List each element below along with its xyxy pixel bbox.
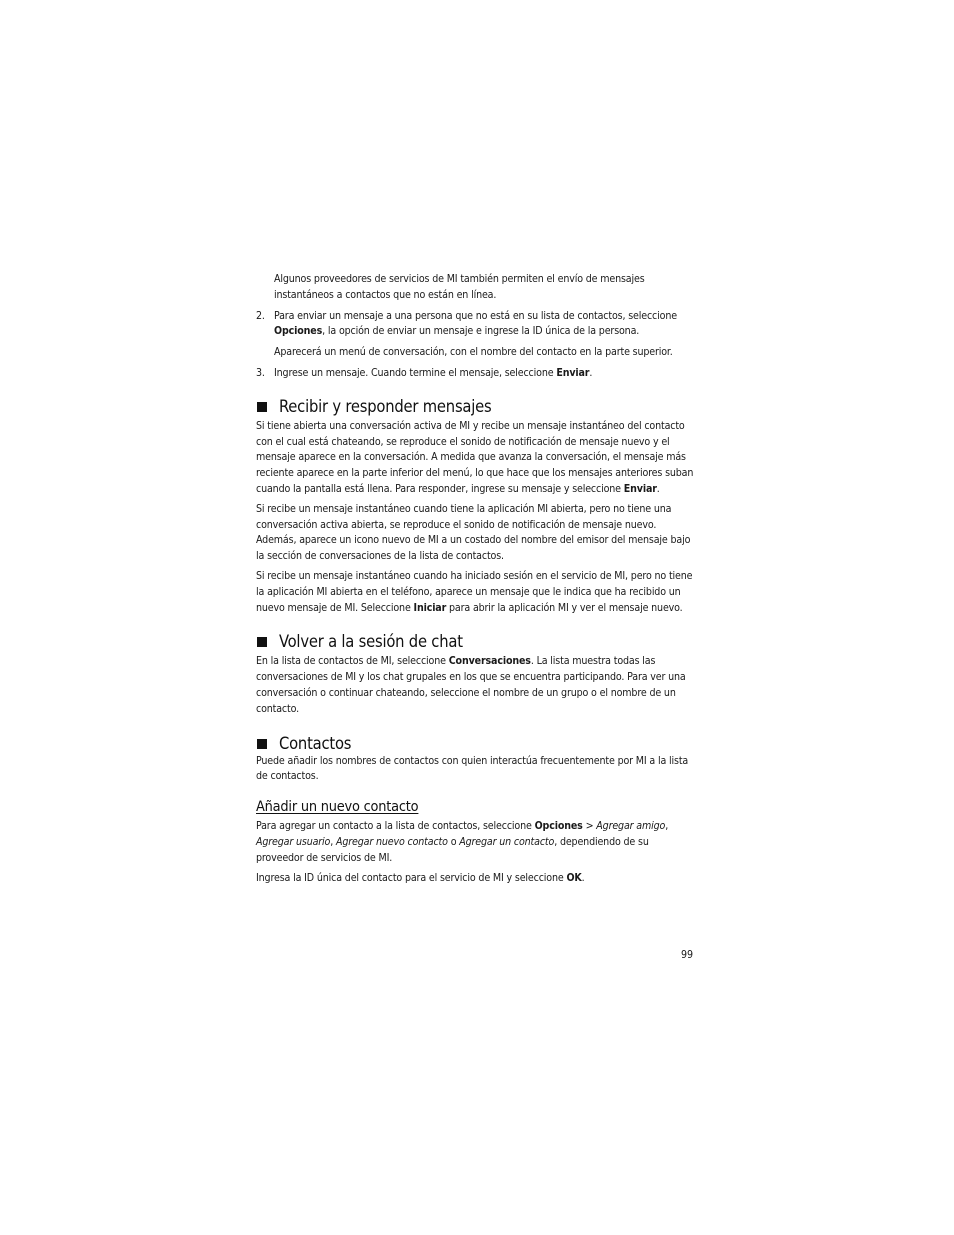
- square-bullet-icon: [257, 637, 267, 647]
- step-text-end: .: [589, 366, 593, 379]
- page-number: 99: [681, 949, 694, 961]
- step-number: 3.: [256, 366, 265, 379]
- step-option-label: Enviar: [556, 366, 590, 379]
- intro-paragraph: Algunos proveedores de servicios de MI también permiten el envío de mensajes instantáneos a contactos que no están en línea.: [274, 273, 645, 301]
- square-bullet-icon: [257, 402, 267, 412]
- add-contact-paragraph-1: Para agregar un contacto a la lista de contactos, seleccione Opciones > Agregar amigo, Agregar usuario, Agregar nuevo contacto o Agregar un contacto, dependiendo de su proveedor de servicios de MI.: [256, 820, 669, 864]
- section-heading-contacts: Contactos: [256, 734, 698, 754]
- receive-paragraph-3: Si recibe un mensaje instantáneo cuando ha iniciado sesión en el servicio de MI, pero no tiene la aplicación MI abierta en el teléfono, aparece un mensaje que le indica que ha recibido un nuevo mensaje de MI. Seleccione Iniciar para abrir la aplicación MI y ver el mensaje nuevo.: [256, 569, 693, 614]
- receive-paragraph-2: Si recibe un mensaje instantáneo cuando tiene la aplicación MI abierta, pero no tiene una conversación activa abierta, se reproduce el sonido de notificación de mensaje nuevo. Además, aparece un icono nuevo de MI a un costado del nombre del emisor del mensaje bajo la sección de conversaciones de la lista de contactos.: [256, 502, 691, 563]
- section-heading-return: Volver a la sesión de chat: [256, 632, 698, 652]
- receive-paragraph-1: Si tiene abierta una conversación activa de MI y recibe un mensaje instantáneo del contacto con el cual está chateando, se reproduce el sonido de notificación de mensaje nuevo y el mensaje aparece en la conversación. A medida que avanza la conversación, el mensaje más reciente aparece en la parte inferior del menú, lo que hace que los mensajes anteriores suban cuando la pantalla está llena. Para responder, ingrese su mensaje y seleccione Enviar.: [256, 419, 694, 495]
- step-text: Para enviar un mensaje a una persona que no está en su lista de contactos, seleccione: [274, 309, 677, 322]
- step-text-end: , la opción de enviar un mensaje e ingrese la ID única de la persona.: [322, 325, 640, 338]
- subsection-heading-add-contact: Añadir un nuevo contacto: [256, 799, 419, 816]
- step-2: [256, 309, 698, 341]
- step-2-note: Aparecerá un menú de conversación, con el nombre del contacto en la parte superior.: [274, 346, 673, 359]
- step-number: 2.: [256, 309, 265, 322]
- section-heading-receive: Recibir y responder mensajes: [256, 397, 698, 417]
- step-3: [256, 366, 698, 382]
- page-content: [256, 272, 698, 886]
- return-paragraph: En la lista de contactos de MI, seleccione Conversaciones. La lista muestra todas las conversaciones de MI y los chat grupales en los que se encuentra participando. Para ver una conversación o continuar chateando, seleccione el nombre de un grupo o el nombre de un contacto.: [256, 655, 686, 715]
- square-bullet-icon: [257, 739, 267, 749]
- contacts-paragraph: Puede añadir los nombres de contactos con quien interactúa frecuentemente por MI a la lista de contactos.: [256, 754, 689, 783]
- step-text: Ingrese un mensaje. Cuando termine el mensaje, seleccione: [274, 366, 557, 379]
- step-option-label: Opciones: [274, 325, 323, 338]
- add-contact-paragraph-2: Ingresa la ID única del contacto para el servicio de MI y seleccione OK.: [256, 871, 585, 884]
